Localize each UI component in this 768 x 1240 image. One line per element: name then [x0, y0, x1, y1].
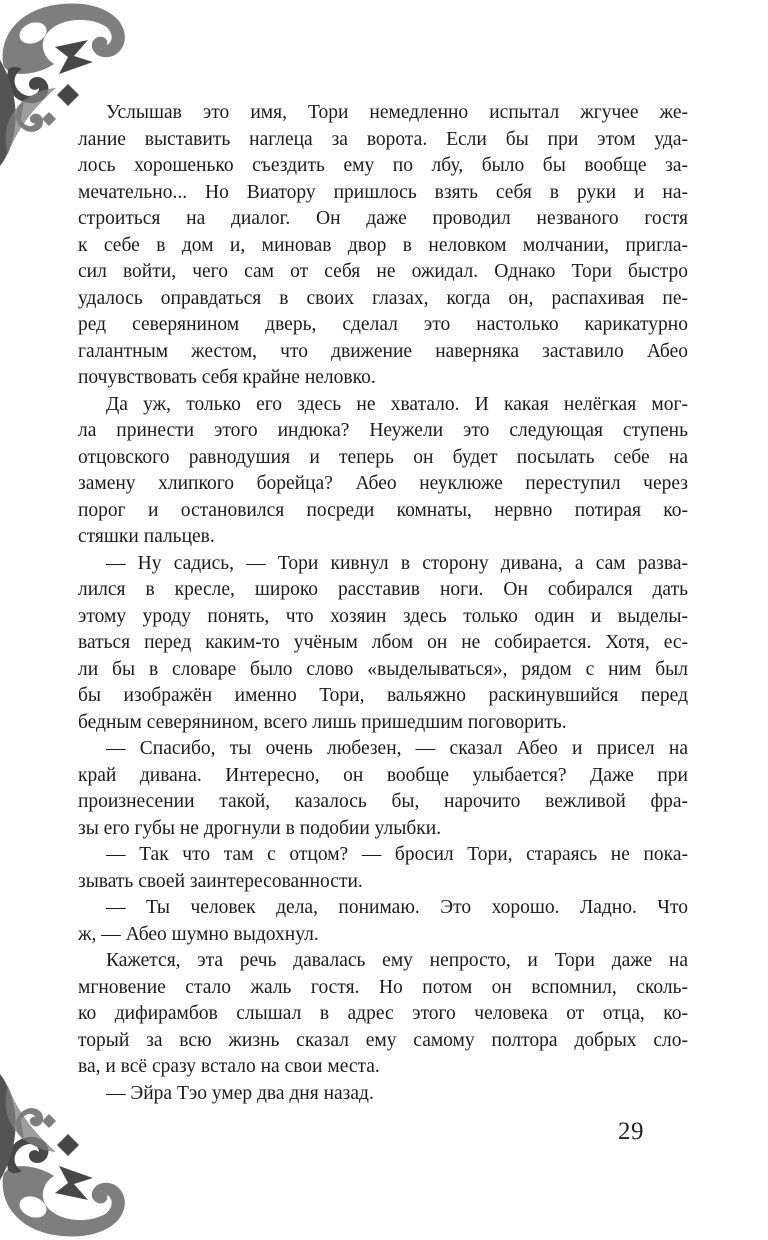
text-line: к себе в дом и, миновав двор в неловком молчании, пригла- — [78, 234, 688, 256]
text-line: зывать своей заинтересованности. — [78, 870, 363, 892]
text-line: мечательно... Но Виатору пришлось взять себя в руки и на- — [78, 181, 688, 203]
text-line: — Так что там с отцом? — бросил Тори, стараясь не пока- — [106, 844, 688, 865]
text-line: мгновение стало жаль гостя. Но потом он вспомнил, сколь- — [78, 976, 688, 998]
text-line: замену хлипкого борейца? Абео неуклюже переступил через — [78, 473, 688, 494]
text-line: Кажется, эта речь давалась ему непросто, и Тори даже на — [106, 950, 688, 971]
text-line: — Ты человек дела, понимаю. Это хорошо. Ладно. Что — [106, 897, 688, 918]
text-line: ж, — Абео шумно выдохнул. — [78, 923, 319, 945]
text-line: ваться перед каким-то учёным лбом он не собирается. Хотя, ес- — [78, 632, 688, 653]
page-number: 29 — [618, 1118, 644, 1145]
text-line: Да уж, только его здесь не хватало. И какая нелёгкая мог- — [106, 393, 688, 415]
text-line: удалось оправдаться в своих глазах, когда он, распахивая пе- — [78, 287, 688, 309]
text-line: произнесении такой, казалось бы, нарочито вежливой фра- — [78, 791, 688, 812]
text-line: лось хорошенько съездить ему по лбу, было бы вообще за- — [78, 155, 688, 176]
text-line: лился в кресле, широко расставив ноги. Он собирался дать — [78, 579, 688, 600]
text-line: бедным северянином, всего лишь пришедшим поговорить. — [78, 711, 567, 733]
text-line: край дивана. Интересно, он вообще улыбается? Даже при — [78, 764, 688, 786]
text-block — [78, 100, 688, 1107]
text-line: ред северянином дверь, сделал это настолько карикатурно — [78, 314, 688, 335]
text-line: порог и остановился посреди комнаты, нервно потирая ко- — [78, 499, 688, 521]
text-line: галантным жестом, что движение наверняка заставило Абео — [78, 340, 688, 362]
text-line: ла принести этого индюка? Неужели это следующая ступень — [78, 420, 688, 441]
text-line: — Эйра Тэо умер два дня назад. — [106, 1082, 374, 1104]
text-line: Услышав это имя, Тори немедленно испытал жгучее же- — [106, 102, 688, 123]
text-line: зы его губы не дрогнули в подобии улыбки. — [78, 817, 442, 839]
text-line: отцовского равнодушия и теперь он будет посылать себе на — [78, 446, 688, 468]
text-line: — Спасибо, ты очень любезен, — сказал Абео и присел на — [106, 738, 688, 759]
text-line: почувствовать себя крайне неловко. — [78, 367, 376, 388]
text-line: сил войти, чего сам от себя не ожидал. Однако Тори быстро — [78, 261, 688, 282]
text-line: бы изображён именно Тори, вальяжно раскинувшийся перед — [78, 685, 688, 706]
text-line: ко дифирамбов слышал в адрес этого человека от отца, ко- — [78, 1003, 688, 1024]
text-line: строиться на диалог. Он даже проводил незваного гостя — [78, 208, 688, 229]
text-line: ва, и всё сразу встало на свои места. — [78, 1056, 380, 1077]
text-line: торый за всю жизнь сказал ему самому полтора добрых сло- — [78, 1029, 688, 1051]
text-line: ли бы в словаре было слово «выделываться», рядом с ним был — [78, 658, 688, 680]
text-line: стяшки пальцев. — [78, 526, 215, 547]
text-line: — Ну садись, — Тори кивнул в сторону дивана, а сам разва- — [106, 552, 688, 574]
text-line: лание выставить наглеца за ворота. Если бы при этом уда- — [78, 128, 688, 150]
text-line: этому уроду понять, что хозяин здесь только один и выделы- — [78, 605, 688, 627]
